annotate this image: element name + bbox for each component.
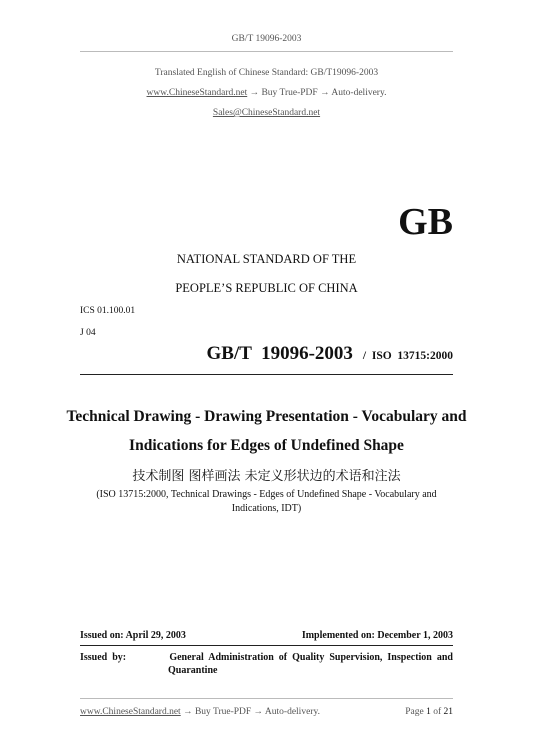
implemented-date: Implemented on: December 1, 2003 (301, 630, 453, 641)
issuer-text-2: Quarantine (168, 665, 218, 676)
issuer-block (80, 651, 453, 677)
title-line-2: Indications for Edges of Undefined Shape (129, 437, 404, 454)
iso-equivalent: / ISO 13715:2000 (362, 350, 453, 362)
page-number: 1 (426, 707, 431, 717)
email-link[interactable]: Sales@ChineseStandard.net (212, 108, 321, 118)
page-indicator (405, 707, 453, 717)
of-label: of (433, 707, 442, 717)
translation-notice: Translated English of Chinese Standard: GB/T19096-2003 (154, 68, 379, 78)
site-link[interactable]: www.ChineseStandard.net (146, 88, 248, 98)
gb-logo: GB (398, 201, 453, 243)
iso-reference-line-1: (ISO 13715:2000, Technical Drawings - Edges of Undefined Shape - Vocabulary and (96, 489, 437, 500)
issuer-text-1: General Administration of Quality Supervision, Inspection and (169, 652, 453, 663)
footer-purchase-line (80, 707, 320, 717)
standard-number: GB/T 19096-2003 (206, 343, 353, 364)
title-chinese: 技术制图 图样画法 未定义形状边的术语和注法 (132, 469, 401, 484)
page-total: 21 (443, 707, 453, 717)
title-divider (80, 374, 453, 375)
title-line-1: Technical Drawing - Drawing Presentation - Vocabulary and (66, 408, 467, 425)
page-label: Page (405, 707, 424, 717)
footer-divider (80, 698, 453, 699)
issued-date: Issued on: April 29, 2003 (80, 630, 186, 641)
purchase-line (0, 88, 533, 98)
buy-text: → Buy True-PDF → Auto-delivery. (249, 88, 387, 98)
running-header: GB/T 19096-2003 (231, 34, 302, 44)
footer-site-link[interactable]: www.ChineseStandard.net (80, 707, 181, 717)
ics-code: ICS 01.100.01 (80, 306, 136, 316)
national-line-2: PEOPLE’S REPUBLIC OF CHINA (175, 281, 358, 295)
dates-divider (80, 645, 453, 646)
issuer-label: Issued by: (80, 652, 127, 663)
iso-reference-line-2: Indications, IDT) (231, 503, 302, 514)
footer-buy-text: → Buy True-PDF → Auto-delivery. (183, 707, 320, 717)
classification-code: J 04 (80, 328, 96, 338)
national-line-1: NATIONAL STANDARD OF THE (176, 252, 357, 266)
header-divider (80, 51, 453, 52)
email-line (0, 108, 533, 118)
standard-number-line (207, 343, 453, 365)
